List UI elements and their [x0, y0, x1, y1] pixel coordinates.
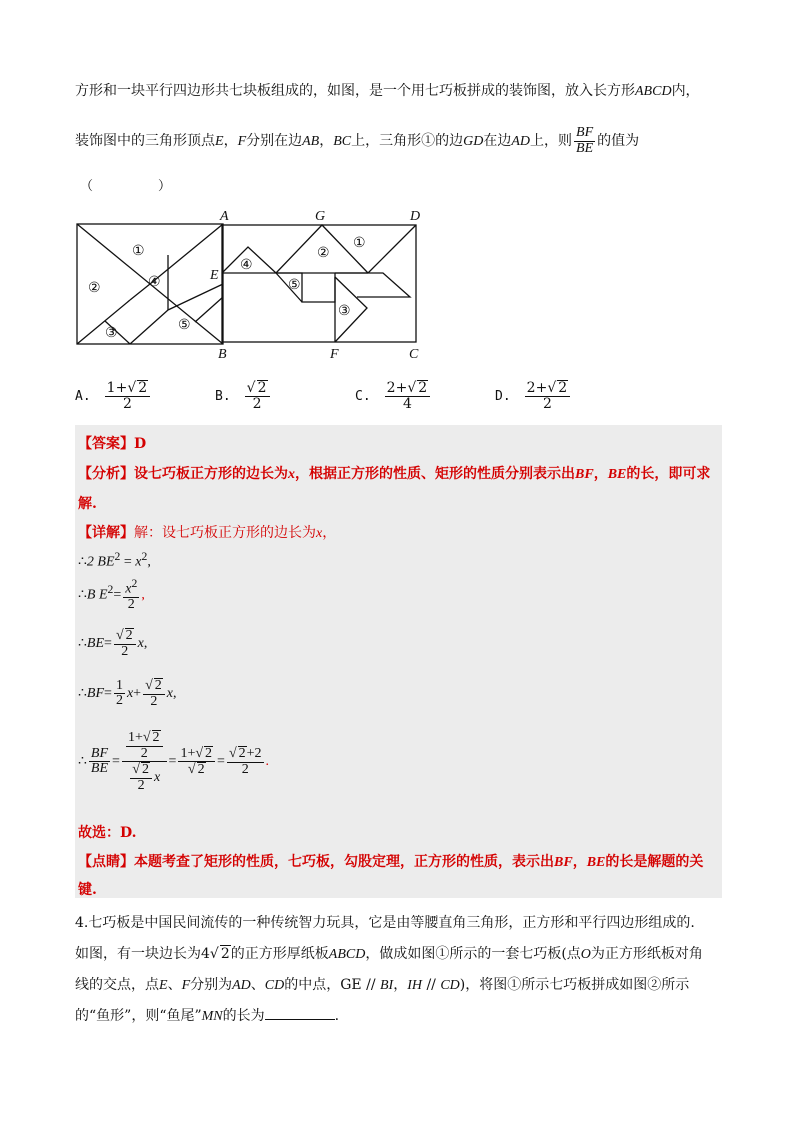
eq-1: ∴2 $BE^2 = x^2$, [78, 550, 151, 570]
den: 2 [122, 395, 132, 412]
left-label-4: ④ [148, 275, 161, 290]
vertex-f: F [330, 347, 339, 362]
comment-line-2 [78, 879, 97, 899]
option-label: C. [355, 388, 371, 404]
q4-line-1 [75, 912, 695, 932]
detail-line [78, 522, 336, 542]
q4-line-4 [75, 1005, 339, 1025]
seg-ab: AB [302, 134, 320, 150]
t: )，将图①所示七巧板拼成如图②所示 [459, 977, 690, 993]
analysis-line-2 [78, 493, 97, 513]
seg-ad: AD [511, 134, 531, 150]
conclusion-text: 故选：D. [78, 825, 137, 841]
rad: 2 [418, 380, 428, 396]
frac-num: BF [576, 125, 594, 140]
t: ，做成如图①所示的一套七巧板(点 [365, 946, 581, 962]
left-label-2: ② [88, 281, 101, 296]
vertex-b: B [218, 347, 227, 362]
rad: 2 [558, 380, 568, 396]
square-5 [276, 273, 335, 302]
right-label-4: ④ [240, 258, 253, 273]
den: 2 [542, 395, 552, 412]
t: ， [393, 977, 408, 993]
rad: 2 [220, 946, 230, 962]
answer-panel [75, 425, 722, 898]
q4-line-3 [75, 974, 689, 994]
rect-abcd: ABCD [635, 84, 672, 99]
option-frac: $\frac{√ 2}{2}$ [245, 380, 270, 411]
vertex-c: C [409, 347, 419, 362]
answer-value: D [134, 436, 147, 452]
t: 的长为 [222, 1008, 265, 1024]
right-label-3: ③ [338, 304, 351, 319]
option-frac: $\frac{2+√ 2}{4}$ [385, 380, 431, 411]
option-frac: $\frac{1+√ 2}{2}$ [105, 380, 151, 411]
rad: 2 [257, 380, 267, 396]
frac-den: BE [576, 140, 594, 156]
eq-5: ∴ $\frac{BF}{BE}$ = $\frac{1+√ 2}{2}$ $\frac{√ 2}{2}$ x = $\frac{1+√ 2}{√ 2}$ = $\frac{√ 2+2}{2}$ . [78, 730, 270, 794]
op: + [115, 380, 128, 396]
t: ， [319, 133, 334, 150]
var-x: x [288, 467, 295, 482]
t: 分别在边 [246, 133, 303, 150]
seg-be: BE [607, 467, 627, 482]
analysis-line-1 [78, 463, 710, 483]
intro-line-2 [75, 126, 639, 156]
eq-3: ∴BE= $\frac{√ 2}{2}$ x, [78, 628, 148, 659]
figure-right-decoration [205, 205, 430, 365]
rect-abcd-outline [222, 225, 416, 342]
option-label: D. [495, 388, 511, 404]
seg-ih: IH [407, 978, 422, 993]
seg-cd: CD [440, 978, 460, 993]
var-e: E [215, 134, 224, 150]
t: 线的交点，点 [75, 977, 159, 993]
seg-mn: MN [201, 1009, 223, 1024]
seg-ad: AD [232, 978, 251, 993]
den: 4 [402, 395, 412, 412]
left-label-5: ⑤ [178, 318, 191, 333]
therefore: ∴ [78, 554, 87, 570]
var-x: x [316, 526, 323, 541]
den: 2 [252, 395, 262, 412]
t: 分别为 [190, 977, 233, 993]
intro-text-end: 内， [671, 83, 700, 99]
t: 4.七巧板是中国民间流传的一种传统智力玩具，它是由等腰直角三角形，正方形和平行四边形组成的. [75, 915, 695, 931]
t: 上，三角形①的边 [351, 133, 464, 150]
t: 为正方形纸板对角 [590, 946, 703, 962]
seg-cd: CD [264, 978, 285, 993]
answer-line [78, 433, 146, 453]
seg-bf: BF [554, 855, 573, 870]
t: 在边 [483, 133, 512, 150]
answer-blank[interactable] [265, 1006, 335, 1020]
figure-left-tangram [75, 222, 225, 347]
vertex-a: A [220, 209, 229, 224]
square-abcd: ABCD [328, 947, 366, 962]
t: ，根据正方形的性质、矩形的性质分别表示出 [295, 466, 575, 482]
option-d[interactable] [495, 380, 572, 411]
t: 的长，即可求 [626, 466, 711, 482]
comment-line-1 [78, 851, 703, 871]
t: 键. [78, 882, 97, 898]
t: 的正方形厚纸板 [230, 946, 329, 962]
t: 的“鱼形”，则“鱼尾” [75, 1008, 202, 1024]
t: . [334, 1008, 340, 1024]
conclusion [78, 822, 137, 842]
ratio-fraction [574, 126, 595, 156]
parallelogram [335, 273, 410, 297]
option-label: A. [75, 388, 91, 404]
t: 、 [167, 977, 182, 993]
t: 设七巧板正方形的边长为 [134, 466, 288, 482]
option-label: B. [215, 388, 231, 404]
n: 1 [106, 380, 116, 396]
seg-bc: BC [333, 134, 352, 150]
left-line [130, 284, 150, 300]
t: 如图，有一块边长为4 [75, 946, 210, 962]
t: 解. [78, 496, 97, 512]
var-f: F [237, 134, 247, 150]
var-e: E [159, 978, 168, 993]
op: + [395, 380, 408, 396]
intro-text: 方形和一块平行四边形共七块板组成的，如图，是一个用七巧板拼成的装饰图，放入长方形 [75, 83, 635, 99]
answer-paren: （ ） [80, 179, 172, 194]
option-a[interactable] [75, 380, 152, 411]
analysis-tag: 【分析】 [78, 466, 134, 482]
t: ， [322, 525, 337, 541]
comment-tag: 【点睛】 [78, 854, 134, 870]
left-line [130, 310, 168, 344]
t: 的长是解题的关 [605, 854, 704, 870]
answer-tag: 【答案】 [78, 436, 134, 452]
seg-bi: BI [380, 978, 394, 993]
var-f: F [181, 978, 191, 993]
t: // [422, 977, 441, 993]
right-label-5: ⑤ [288, 278, 301, 293]
t: 解：设七巧板正方形的边长为 [134, 525, 316, 541]
t: ， [572, 854, 587, 870]
t: 的值为 [597, 133, 640, 150]
vertex-g: G [315, 209, 326, 224]
right-label-2: ② [317, 246, 330, 261]
n: 2 [386, 380, 396, 396]
left-label-3: ③ [105, 326, 118, 341]
option-b[interactable] [215, 380, 272, 411]
option-c[interactable] [355, 380, 432, 411]
n: 2 [526, 380, 536, 396]
eq-4: ∴BF= $\frac{1}{2}$ x+ $\frac{√ 2}{2}$ x, [78, 677, 177, 709]
detail-tag: 【详解】 [78, 525, 134, 541]
vertex-d: D [410, 209, 421, 224]
q4-line-2: 如图，有一块边长为4√ 2的正方形厚纸板ABCD，做成如图①所示的一套七巧板(点O为正方形纸板对角 [75, 946, 703, 962]
eq-2: ∴B $E^2=$ $\frac{x^2}{2}$ , [78, 577, 145, 613]
seg-bf: BF [575, 467, 594, 482]
t: ， [223, 133, 238, 150]
t: 本题考查了矩形的性质，七巧板，勾股定理，正方形的性质，表示出 [134, 854, 554, 870]
right-label-1: ① [353, 236, 366, 251]
t: ， [593, 466, 608, 482]
t: 装饰图中的三角形顶点 [75, 133, 215, 150]
t: 的中点，GE // [284, 977, 380, 993]
op: + [535, 380, 548, 396]
t: 上，则 [530, 133, 573, 150]
triangle-1-edge [368, 225, 416, 273]
rad: 2 [138, 380, 148, 396]
var-o: O [580, 947, 591, 962]
seg-gd: GD [463, 134, 484, 150]
vertex-e: E [210, 268, 219, 283]
left-label-1: ① [132, 244, 145, 259]
option-frac: $\frac{2+√ 2}{2}$ [525, 380, 571, 411]
intro-line-1 [75, 80, 700, 100]
seg-be: BE [586, 855, 606, 870]
t: 、 [250, 977, 265, 993]
